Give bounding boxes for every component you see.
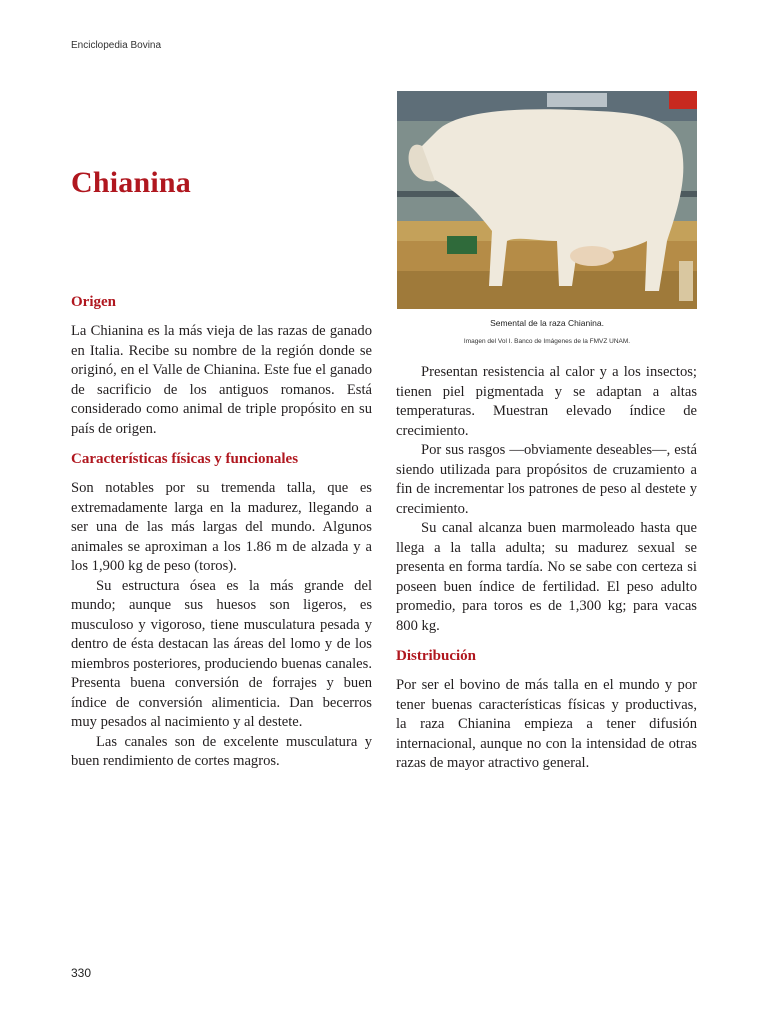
page-title: Chianina bbox=[71, 166, 191, 199]
characteristics-paragraph-2: Su estructura ósea es la más grande del mundo; aunque sus huesos son ligeros, es musculoso y vigoroso, tiene musculatura pesada y dentro de ésta destacan las áreas del lomo y de los miembros posteriores, produciendo buenas canales. Presenta buena conversión de forrajes y buen índice de conversión alimenticia. Dan becerros muy pesados al nacimiento y al destete. bbox=[71, 577, 372, 730]
bull-photo bbox=[397, 91, 697, 309]
origin-paragraph: La Chianina es la más vieja de las razas de ganado en Italia. Recibe su nombre de la región donde se originó, en el Valle de Chianina. Este fue el ganado de sacrificio de los antiguos romanos. Está considerado como animal de triple propósito en su país de origen. bbox=[71, 323, 372, 437]
figure-caption: Semental de la raza Chianina. bbox=[490, 318, 604, 328]
distribution-paragraph: Por ser el bovino de más talla en el mundo y por tener buenas características físicas y productivas, la raza Chianina empieza a tener difusión internacional, aunque no con la intensidad de otras razas de mayor atractivo general. bbox=[396, 677, 697, 771]
page-number: 330 bbox=[71, 966, 92, 980]
right-paragraph-1: Presentan resistencia al calor y a los insectos; tienen piel pigmentada y se adaptan a altas temperaturas. Muestran elevado índice de crecimiento. bbox=[396, 364, 697, 439]
right-paragraph-2: Por sus rasgos —obviamente deseables—, está siendo utilizada para propósitos de cruzamiento a fin de incrementar los patrones de peso al destete y crecimiento. bbox=[396, 442, 697, 517]
chianina-bull-illustration bbox=[397, 91, 697, 309]
right-column bbox=[396, 363, 697, 774]
characteristics-heading: Características físicas y funcionales bbox=[71, 451, 299, 467]
left-column bbox=[71, 292, 372, 772]
right-paragraph-3: Su canal alcanza buen marmoleado hasta que llega a la talla adulta; su madurez sexual se presenta en forma tardía. No se sabe con certeza si poseen buen índice de fertilidad. El peso adulto promedio, para toros es de 1,300 kg; para vacas 800 kg. bbox=[396, 520, 697, 634]
figure-credit: Imagen del Vol I. Banco de Imágenes de la FMVZ UNAM. bbox=[463, 338, 631, 345]
distribution-heading: Distribución bbox=[396, 648, 477, 664]
running-head: Enciclopedia Bovina bbox=[71, 40, 162, 51]
characteristics-paragraph-3: Las canales son de excelente musculatura y buen rendimiento de cortes magros. bbox=[71, 733, 372, 769]
origin-heading: Origen bbox=[71, 294, 116, 310]
characteristics-paragraph-1: Son notables por su tremenda talla, que es extremadamente larga en la madurez, llegando a ser una de las más largas del mundo. Algunos animales se aproximan a los 1.86 m de alzada y a los 1,900 kg de peso (toros). bbox=[71, 480, 372, 574]
